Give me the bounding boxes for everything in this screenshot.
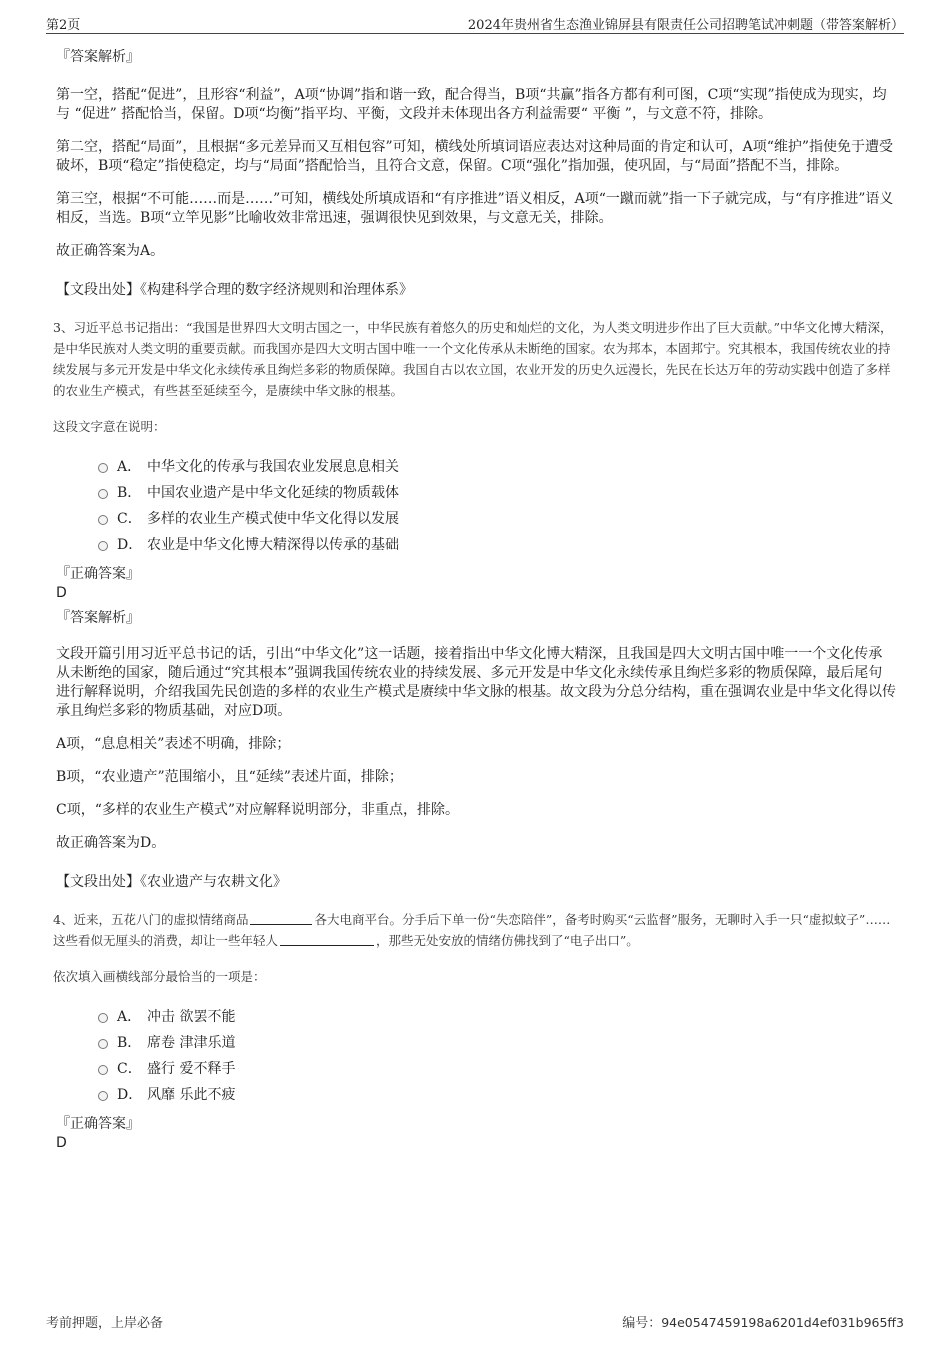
option-letter: D． xyxy=(117,1087,143,1103)
analysis-label: 『答案解析』 xyxy=(56,49,140,65)
option-letter: A． xyxy=(117,459,142,475)
option-c[interactable] xyxy=(98,1055,896,1081)
option-b[interactable] xyxy=(98,1029,896,1055)
option-a[interactable] xyxy=(98,1003,896,1029)
analysis-conclusion: 故正确答案为A。 xyxy=(56,243,165,259)
option-b[interactable] xyxy=(98,479,896,505)
fill-blank xyxy=(250,913,312,925)
code-label: 编号： xyxy=(622,1316,662,1331)
option-text: 席卷 津津乐道 xyxy=(147,1035,236,1051)
option-c[interactable] xyxy=(98,505,896,531)
option-letter: D． xyxy=(117,537,143,553)
question-3-prompt: 这段文字意在说明： xyxy=(53,419,166,434)
radio-icon[interactable] xyxy=(98,1091,108,1101)
footer-slogan: 考前押题，上岸必备 xyxy=(46,1316,164,1331)
page-header xyxy=(46,14,904,34)
radio-icon[interactable] xyxy=(98,1065,108,1075)
correct-answer-label: 『正确答案』 xyxy=(56,1116,140,1132)
analysis-label: 『答案解析』 xyxy=(56,610,140,626)
option-a[interactable] xyxy=(98,453,896,479)
passage-source: 【文段出处】《农业遗产与农耕文化》 xyxy=(56,874,287,890)
analysis-paragraph: 文段开篇引用习近平总书记的话，引出“中华文化”这一话题，接着指出中华文化博大精深，且我国是四大文明古国中唯一一个文化传承从未断绝的国家，随后通过“究其根本”强调我国传统农业的持续发展、多元开发是中华文化永续传承且绚烂多彩的物质保障，最后尾句进行解释说明，介绍我国先民创造的多样的农业生产模式是赓续中华文脉的根基。故文段为分总分结构，重在强调农业是中华文化得以传承且绚烂多彩的物质基础，对应D项。 xyxy=(56,646,896,719)
analysis-paragraph: C项，“多样的农业生产模式”对应解释说明部分，非重点，排除。 xyxy=(56,802,460,818)
option-text: 多样的农业生产模式使中华文化得以发展 xyxy=(147,511,399,527)
page-content xyxy=(53,44,896,1151)
option-text: 冲击 欲罢不能 xyxy=(147,1009,236,1025)
option-text: 中华文化的传承与我国农业发展息息相关 xyxy=(147,459,399,475)
passage-source: 【文段出处】《构建科学合理的数字经济规则和治理体系》 xyxy=(56,282,413,298)
question-text: 4、近来，五花八门的虚拟情绪商品 xyxy=(53,912,249,927)
radio-icon[interactable] xyxy=(98,1039,108,1049)
option-letter: B． xyxy=(117,485,142,501)
fill-blank xyxy=(280,934,374,946)
question-3-stem: 3、习近平总书记指出：“我国是世界四大文明古国之一，中华民族有着悠久的历史和灿烂的文化，为人类文明进步作出了巨大贡献。”中华文化博大精深，是中华民族对人类文明的重要贡献。而我国亦是四大文明古国中唯一一个文化传承从未断绝的国家。农为邦本，本固邦宁。究其根本，我国传统农业的持续发展与多元开发是中华文化永续传承且绚烂多彩的物质保障。我国自古以农立国，农业开发的历史久远漫长，先民在长达万年的劳动实践中创造了多样的农业生产模式，有些甚至延续至今，是赓续中华文脉的根基。 xyxy=(53,320,893,398)
correct-answer: D xyxy=(56,585,67,601)
radio-icon[interactable] xyxy=(98,489,108,499)
correct-answer-label: 『正确答案』 xyxy=(56,566,140,582)
question-4-options xyxy=(98,1003,896,1107)
analysis-paragraph: 第三空，根据“不可能……而是……”可知，横线处所填成语和“有序推进”语义相反，A项“一蹴而就”指一下子就完成，与“有序推进”语义相反，当选。B项“立竿见影”比喻收效非常迅速，强调很快见到效果，与文意无关，排除。 xyxy=(56,191,894,226)
option-letter: C． xyxy=(117,511,142,527)
option-text: 中国农业遗产是中华文化延续的物质载体 xyxy=(147,485,399,501)
radio-icon[interactable] xyxy=(98,463,108,473)
analysis-paragraph: 第一空，搭配“促进”，且形容“利益”，A项“协调”指和谐一致，配合得当，B项“共赢”指各方都有利可图，C项“实现”指使成为现实，均与 “促进” 搭配恰当，保留。D项“均衡”指平均、平衡，文段并未体现出各方利益需要“ 平衡 ”，与文意不符，排除。 xyxy=(56,87,887,122)
radio-icon[interactable] xyxy=(98,541,108,551)
option-d[interactable] xyxy=(98,531,896,557)
document-code xyxy=(622,1312,904,1331)
analysis-paragraph: A项，“息息相关”表述不明确，排除； xyxy=(56,736,291,752)
analysis-paragraph: B项，“农业遗产”范围缩小，且“延续”表述片面，排除； xyxy=(56,769,403,785)
option-text: 风靡 乐此不疲 xyxy=(147,1087,236,1103)
radio-icon[interactable] xyxy=(98,515,108,525)
option-letter: A． xyxy=(117,1009,142,1025)
question-4-stem xyxy=(53,909,896,951)
code-value: 94e0547459198a6201d4ef031b965ff3 xyxy=(661,1315,904,1330)
option-text: 盛行 爱不释手 xyxy=(147,1061,236,1077)
option-letter: B． xyxy=(117,1035,142,1051)
question-3-options xyxy=(98,453,896,557)
question-text: ，那些无处安放的情绪仿佛找到了“电子出口”。 xyxy=(376,933,639,948)
option-text: 农业是中华文化博大精深得以传承的基础 xyxy=(147,537,399,553)
correct-answer: D xyxy=(56,1135,67,1151)
option-letter: C． xyxy=(117,1061,142,1077)
question-4-prompt: 依次填入画横线部分最恰当的一项是： xyxy=(53,969,266,984)
page-number: 第2页 xyxy=(46,18,81,33)
analysis-conclusion: 故正确答案为D。 xyxy=(56,835,166,851)
radio-icon[interactable] xyxy=(98,1013,108,1023)
question-text: 各大电商平台。分手后下单一份“失恋陪伴”，备考时购买“云监督”服务，无聊时入手一只“虚拟蚊子”……这些看似无厘头的消费，却让一些年轻人 xyxy=(53,912,891,948)
analysis-paragraph: 第二空，搭配“局面”，且根据“多元差异而又互相包容”可知，横线处所填词语应表达对这种局面的肯定和认可，A项“维护”指使免于遭受破坏，B项“稳定”指使稳定，均与“局面”搭配恰当，且符合文意，保留。C项“强化”指加强，使巩固，与“局面”搭配不当，排除。 xyxy=(56,139,894,174)
document-title: 2024年贵州省生态渔业锦屏县有限责任公司招聘笔试冲刺题（带答案解析） xyxy=(467,18,904,33)
option-d[interactable] xyxy=(98,1081,896,1107)
